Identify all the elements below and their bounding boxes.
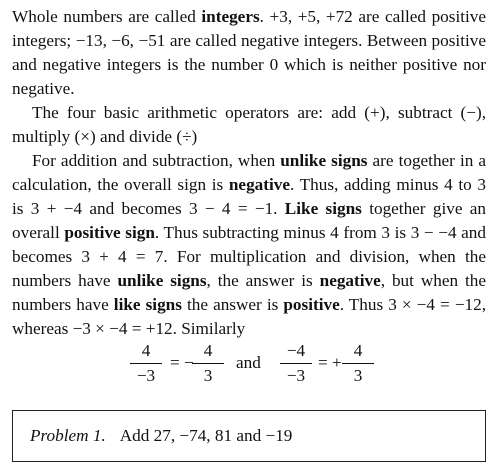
text-run: The four basic arithmetic operators are: add (+), subtract (−), multiply (×) and divide (÷): [12, 103, 486, 146]
numerator: −4: [286, 341, 306, 360]
fraction-3: [276, 340, 316, 387]
problem-text: Add 27, −74, 81 and −19: [119, 426, 293, 445]
denominator: −3: [286, 366, 306, 385]
equals-minus: = −: [170, 353, 194, 372]
problem-statement: [30, 425, 292, 447]
denominator: 3: [353, 366, 363, 385]
bold-term: integers: [201, 7, 260, 26]
bold-term: Like signs: [284, 199, 362, 218]
text-run: For addition and subtraction, when: [32, 151, 281, 170]
and-word: and: [236, 353, 261, 372]
text-run: Whole numbers are called: [12, 7, 202, 26]
paragraph-signs: [12, 149, 486, 341]
numerator: 4: [353, 341, 363, 360]
fraction-1: [126, 340, 166, 387]
numerator: 4: [141, 341, 151, 360]
text-run: . Thus, adding minus 4 to 3 is 3 + −4 and becomes 3 − 4 = −1.: [12, 175, 487, 218]
text-run: . Thus 3 × −4 = −12, whereas −3 × −4 = +12. Similarly: [12, 295, 486, 338]
fraction-bar: [280, 363, 312, 364]
text-run: are together in a calculation, the overall sign is: [12, 151, 487, 194]
text-run: , the answer is: [206, 271, 320, 290]
fraction-bar: [192, 363, 224, 364]
paragraph-operators: [12, 101, 486, 149]
bold-term: unlike signs: [280, 151, 368, 170]
bold-term: negative: [319, 271, 381, 290]
denominator: 3: [203, 366, 213, 385]
fraction-2: [188, 340, 228, 387]
body-text: [12, 5, 486, 341]
denominator: −3: [136, 366, 156, 385]
paragraph-integers: [12, 5, 486, 101]
bold-term: like signs: [113, 295, 182, 314]
fraction-equation: [0, 340, 496, 390]
numerator: 4: [203, 341, 213, 360]
bold-term: positive sign: [64, 223, 155, 242]
bold-term: unlike signs: [117, 271, 207, 290]
text-run: . Thus subtracting minus 4 from 3 is 3 − −4 and becomes 3 + 4 = 7. For multiplication and division, when the numbers have: [12, 223, 486, 290]
text-run: . +3, +5, +72 are called positive integers; −13, −6, −51 are called negative integers. Between positive and negative integers is the number 0 which is neither positive nor negative.: [12, 7, 486, 98]
bold-term: negative: [228, 175, 290, 194]
equals-plus: = +: [318, 353, 342, 372]
problem-box: [12, 410, 486, 462]
text-run: together give an overall: [12, 199, 486, 242]
fraction-bar: [130, 363, 162, 364]
bold-term: positive: [283, 295, 340, 314]
text-run: the answer is: [181, 295, 284, 314]
fraction-bar: [342, 363, 374, 364]
problem-label: Problem 1.: [30, 426, 106, 445]
text-run: , but when the numbers have: [12, 271, 486, 314]
fraction-4: [338, 340, 378, 387]
